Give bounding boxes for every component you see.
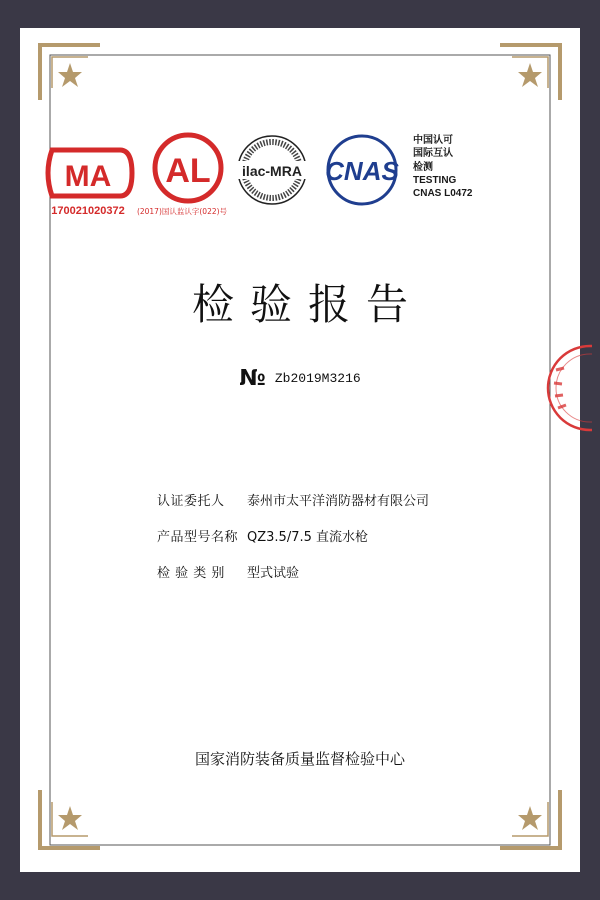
- official-seal-partial: [542, 338, 592, 438]
- cal-logo-text: AL: [165, 152, 211, 190]
- report-fields: [157, 490, 429, 598]
- cnas-line: TESTING: [413, 174, 457, 186]
- field-label: 认证委托人: [157, 494, 225, 509]
- field-row: [157, 490, 429, 526]
- field-value: 型式试验: [247, 566, 300, 581]
- cnas-line: 检测: [413, 161, 433, 173]
- cnas-line: 国际互认: [413, 148, 453, 160]
- field-row: [157, 562, 429, 598]
- field-value: 泰州市太平洋消防器材有限公司: [247, 494, 430, 509]
- ma-number: 170021020372: [51, 205, 125, 217]
- document-title: 检验报告: [191, 280, 424, 329]
- ilac-mra-logo: [236, 136, 308, 204]
- cal-number: (2017)国认监认字(022)号: [136, 207, 228, 216]
- number-value: Zb2019M3216: [274, 371, 361, 386]
- ma-logo-text: MA: [64, 160, 112, 193]
- cma-logo: [48, 150, 132, 217]
- cnas-text: CNAS: [325, 156, 399, 186]
- cnas-accreditation-text: [413, 134, 472, 200]
- cnas-logo: [325, 136, 399, 204]
- field-label: 产品型号名称: [157, 530, 239, 545]
- cnas-line: 中国认可: [413, 135, 453, 146]
- issuing-authority: 国家消防装备质量监督检验中心: [194, 750, 405, 768]
- field-label: 检 验 类 别: [157, 566, 225, 581]
- field-row: [157, 526, 429, 562]
- number-sign: №: [239, 366, 266, 391]
- ilac-text: ilac-MRA: [242, 163, 302, 179]
- cal-logo: [137, 135, 228, 216]
- report-number: [0, 366, 600, 391]
- field-value: QZ3.5/7.5 直流水枪: [247, 530, 368, 545]
- cnas-line: CNAS L0472: [413, 188, 473, 200]
